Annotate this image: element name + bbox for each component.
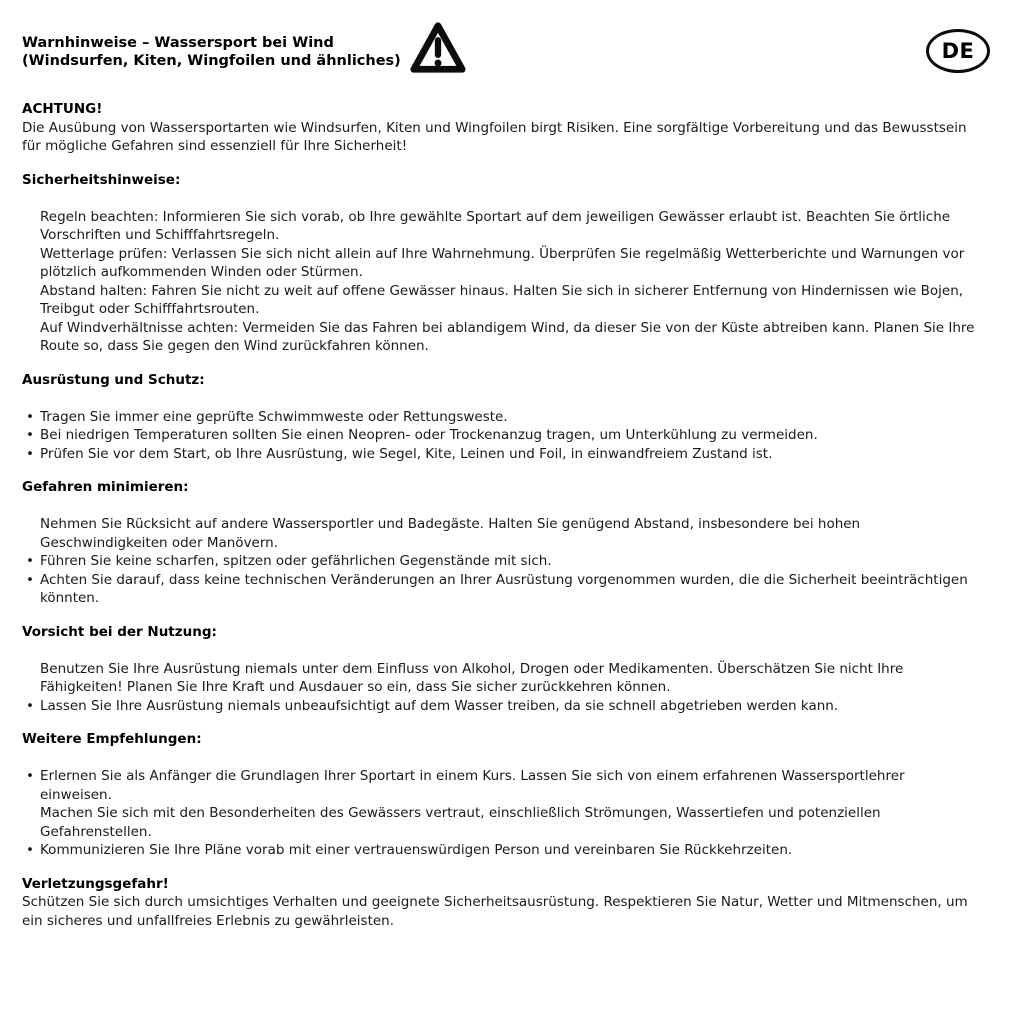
language-badge: DE [926,29,990,73]
document-header [22,26,990,78]
bullet-icon: • [26,571,34,588]
list-item [22,208,978,245]
list-item-text: Nehmen Sie Rücksicht auf andere Wassersportler und Badegäste. Halten Sie genügend Abstand, insbesondere bei hohen Geschwindigkeiten oder Manövern. [40,516,861,551]
section-heading: Vorsicht bei der Nutzung: [22,623,217,640]
section-sicherheitshinweise [22,171,990,356]
section-vorsicht-bei-der-nutzung [22,623,990,716]
list [22,660,990,716]
list-item [22,660,978,697]
list-item [22,767,978,804]
list-item-text: Regeln beachten: Informieren Sie sich vorab, ob Ihre gewählte Sportart auf dem jeweiligen Gewässer erlaubt ist. Beachten Sie örtliche Vorschriften und Schifffahrtsregeln. [40,208,951,243]
list [22,515,990,608]
list-item [22,515,978,552]
section-paragraph: Schützen Sie sich durch umsichtiges Verhalten und geeignete Sicherheitsausrüstung. Respektieren Sie Natur, Wetter und Mitmenschen, um ein sicheres und unfallfreies Erlebnis zu gewährleisten. [22,894,968,929]
section-verletzungsgefahr [22,875,990,931]
section-heading: Verletzungsgefahr! [22,875,169,892]
list-item-text: Lassen Sie Ihre Ausrüstung niemals unbeaufsichtigt auf dem Wasser treiben, da sie schnell abgetrieben werden kann. [40,697,839,714]
list-item [22,408,978,427]
section-gefahren-minimieren [22,478,990,608]
bullet-icon: • [26,427,34,443]
section-heading: Ausrüstung und Schutz: [22,371,205,388]
list-item [22,445,978,464]
list [22,408,990,464]
section-achtung [22,100,990,156]
list-item-text: Kommunizieren Sie Ihre Pläne vorab mit einer vertrauenswürdigen Person und vereinbaren Sie Rückkehrzeiten. [40,842,793,858]
list [22,208,990,356]
bullet-icon: • [26,697,34,714]
list-item-text: Achten Sie darauf, dass keine technischen Veränderungen an Ihrer Ausrüstung vorgenommen wurden, die die Sicherheit beeinträchtigen könnten. [40,571,968,606]
list-item [22,804,978,841]
list-item-text: Führen Sie keine scharfen, spitzen oder gefährlichen Gegenstände mit sich. [40,553,552,569]
page-title-line2: (Windsurfen, Kiten, Wingfoilen und ähnliches) [22,53,401,69]
list-item [22,245,978,282]
list-item [22,426,978,445]
list-item-text: Machen Sie sich mit den Besonderheiten des Gewässers vertraut, einschließlich Strömungen, Wassertiefen und potenziellen Gefahrenstellen. [40,805,881,840]
list-item-text: Auf Windverhältnisse achten: Vermeiden Sie das Fahren bei ablandigem Wind, da dieser Sie von der Küste abtreiben kann. Planen Sie Ihre Route so, dass Sie gegen den Wind zurückfahren können. [40,319,975,354]
section-heading: Gefahren minimieren: [22,479,189,495]
list-item [22,697,978,716]
bullet-icon: • [26,842,34,858]
bullet-icon: • [26,768,34,784]
section-heading: ACHTUNG! [22,101,103,117]
list-item-text: Erlernen Sie als Anfänger die Grundlagen Ihrer Sportart in einem Kurs. Lassen Sie sich von einem erfahrenen Wassersportlehrer einweisen. [40,768,905,803]
list-item-text: Wetterlage prüfen: Verlassen Sie sich nicht allein auf Ihre Wahrnehmung. Überprüfen Sie regelmäßig Wetterberichte und Warnungen vor plötzlich aufkommenden Winden oder Stürmen. [40,245,965,280]
list-item [22,319,978,356]
section-weitere-empfehlungen [22,730,990,860]
list-item [22,571,978,608]
section-paragraph: Die Ausübung von Wassersportarten wie Windsurfen, Kiten und Wingfoilen birgt Risiken. Eine sorgfältige Vorbereitung und das Bewusstsein für mögliche Gefahren sind essenziell für Ihre Sicherheit! [22,119,967,154]
list [22,767,990,860]
warning-triangle-icon [409,20,467,78]
bullet-icon: • [26,553,34,569]
bullet-icon: • [26,445,34,462]
list-item [22,282,978,319]
page-title [22,34,401,71]
list-item [22,841,978,860]
section-ausruestung-und-schutz [22,371,990,464]
list-item-text: Abstand halten: Fahren Sie nicht zu weit auf offene Gewässer hinaus. Halten Sie sich in sicherer Entfernung von Hindernissen wie Bojen, Treibgut oder Schifffahrtsrouten. [40,282,964,317]
section-heading: Sicherheitshinweise: [22,171,181,188]
list-item-text: Prüfen Sie vor dem Start, ob Ihre Ausrüstung, wie Segel, Kite, Leinen und Foil, in einwandfreiem Zustand ist. [40,445,773,462]
title-group [22,26,467,78]
list-item-text: Bei niedrigen Temperaturen sollten Sie einen Neopren- oder Trockenanzug tragen, um Unterkühlung zu vermeiden. [40,427,818,443]
list-item [22,552,978,571]
page-title-line1: Warnhinweise – Wassersport bei Wind [22,34,334,51]
list-item-text: Benutzen Sie Ihre Ausrüstung niemals unter dem Einfluss von Alkohol, Drogen oder Medikamenten. Überschätzen Sie nicht Ihre Fähigkeiten! Planen Sie Ihre Kraft und Ausdauer so ein, dass Sie sicher zurückkehren können. [40,660,904,695]
section-heading: Weitere Empfehlungen: [22,731,202,747]
bullet-icon: • [26,408,34,425]
list-item-text: Tragen Sie immer eine geprüfte Schwimmweste oder Rettungsweste. [40,408,508,425]
